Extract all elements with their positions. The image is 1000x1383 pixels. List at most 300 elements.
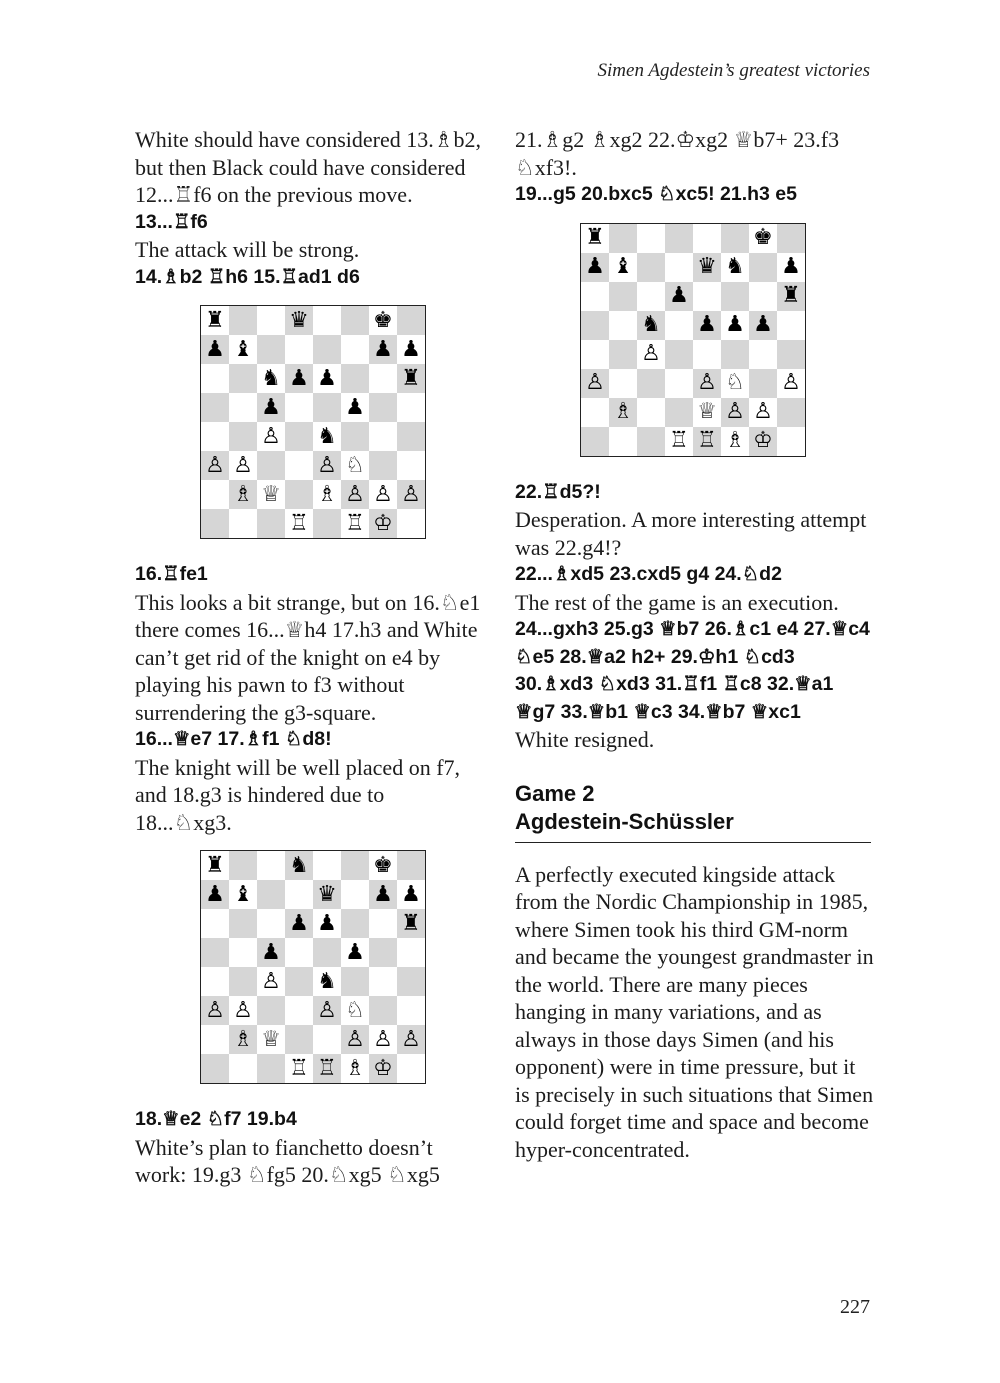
right-column (515, 126, 875, 1163)
chess-square (609, 253, 637, 282)
chess-piece-icon: ♙ (345, 1026, 365, 1052)
game-moves: 13...♖f6 (135, 210, 208, 233)
chess-piece-icon: ♛ (289, 307, 309, 333)
chess-piece-icon: ♟ (669, 283, 689, 308)
chess-square (229, 480, 257, 509)
chess-square (285, 1025, 313, 1054)
chess-square (397, 880, 425, 909)
chess-piece-icon: ♔ (373, 510, 393, 536)
chess-square (397, 996, 425, 1025)
chess-square (721, 398, 749, 427)
chess-piece-icon: ♙ (205, 997, 225, 1023)
chess-piece-icon: ♙ (697, 370, 717, 395)
chess-square (313, 967, 341, 996)
chess-square (369, 1054, 397, 1083)
chess-square (229, 422, 257, 451)
chess-square (693, 369, 721, 398)
chess-piece-icon: ♕ (697, 399, 717, 424)
chess-square (229, 967, 257, 996)
game-number: Game 2 (515, 780, 595, 806)
running-title: Simen Agdestein’s greatest victories (597, 60, 870, 81)
chess-piece-icon: ♞ (725, 254, 745, 279)
chess-square (341, 422, 369, 451)
chess-square (665, 224, 693, 253)
chess-square (201, 451, 229, 480)
chess-piece-icon: ♖ (289, 510, 309, 536)
chess-piece-icon: ♟ (345, 939, 365, 965)
chess-square (313, 393, 341, 422)
chess-square (777, 311, 805, 340)
game-moves: 24...gxh3 25.g3 ♕b7 26.♗c1 e4 27.♕c4 ♘e5 28.♕a2 h2+ 29.♔h1 ♘cd3 30.♗xd3 ♘xd3 31.♖f1 ♖c8 32.♕a1 ♕g7 33.♕b1 ♕c3 34.♕b7 ♕xc1 (515, 618, 870, 723)
chess-piece-icon: ♜ (205, 307, 225, 333)
chess-square (285, 909, 313, 938)
chess-piece-icon: ♙ (373, 1026, 393, 1052)
chess-piece-icon: ♟ (289, 365, 309, 391)
chess-square (637, 427, 665, 456)
chess-square (201, 1054, 229, 1083)
paragraph: 21.♗g2 ♗xg2 22.♔xg2 ♕b7+ 23.f3 ♘xf3!. (515, 127, 840, 180)
game-players: Agdestein-Schüssler (515, 808, 734, 834)
chess-piece-icon: ♞ (317, 968, 337, 994)
chess-square (257, 967, 285, 996)
paragraph: White’s plan to fianchetto doesn’t work: 19.g3 ♘fg5 20.♘xg5 ♘xg5 (135, 1134, 440, 1187)
chess-square (341, 938, 369, 967)
chess-square (665, 427, 693, 456)
chess-piece-icon: ♙ (317, 452, 337, 478)
chess-square (257, 393, 285, 422)
chess-square (397, 1054, 425, 1083)
chess-piece-icon: ♙ (401, 1026, 421, 1052)
chess-square (369, 938, 397, 967)
chess-square (257, 509, 285, 538)
chess-square (229, 393, 257, 422)
chess-square (201, 996, 229, 1025)
chess-square (313, 1025, 341, 1054)
chess-piece-icon: ♘ (345, 997, 365, 1023)
chess-piece-icon: ♟ (317, 365, 337, 391)
chess-piece-icon: ♟ (373, 336, 393, 362)
chess-square (201, 967, 229, 996)
chess-square (369, 880, 397, 909)
chess-piece-icon: ♟ (345, 394, 365, 420)
chess-square (313, 509, 341, 538)
chess-square (581, 427, 609, 456)
chess-piece-icon: ♟ (725, 312, 745, 337)
chess-square (257, 880, 285, 909)
game-moves: 19...g5 20.bxc5 ♘xc5! 21.h3 e5 (515, 183, 797, 205)
game-moves: 22...♗xd5 23.cxd5 g4 24.♘d2 (515, 563, 782, 585)
chess-square (285, 938, 313, 967)
chess-square (285, 306, 313, 335)
chess-square (341, 909, 369, 938)
chess-square (341, 480, 369, 509)
paragraph: White should have considered 13.♗b2, but then Black could have considered 12...♖f6 on the previous move. (135, 127, 481, 207)
chess-piece-icon: ♖ (289, 1055, 309, 1081)
chess-square (285, 422, 313, 451)
chess-piece-icon: ♙ (317, 997, 337, 1023)
game-moves: 22.♖d5?! (515, 480, 601, 503)
chess-square (397, 909, 425, 938)
chess-piece-icon: ♗ (345, 1055, 365, 1081)
chess-square (693, 282, 721, 311)
chess-piece-icon: ♞ (261, 365, 281, 391)
chess-piece-icon: ♜ (781, 283, 801, 308)
chess-square (285, 480, 313, 509)
chess-square (581, 369, 609, 398)
game-moves: 14.♗b2 ♖h6 15.♖ad1 d6 (135, 265, 360, 288)
chess-square (313, 480, 341, 509)
chess-square (257, 996, 285, 1025)
chess-square (341, 851, 369, 880)
chess-square (721, 224, 749, 253)
chess-square (313, 996, 341, 1025)
chess-square (201, 335, 229, 364)
chess-square (369, 967, 397, 996)
chess-piece-icon: ♙ (781, 370, 801, 395)
paragraph: The attack will be strong. (135, 237, 360, 262)
chess-piece-icon: ♕ (261, 481, 281, 507)
chess-square (665, 340, 693, 369)
chess-square (721, 282, 749, 311)
chess-piece-icon: ♟ (585, 254, 605, 279)
chess-square (313, 938, 341, 967)
chess-square (397, 851, 425, 880)
chess-square (397, 967, 425, 996)
chess-piece-icon: ♙ (233, 997, 253, 1023)
chess-piece-icon: ♖ (669, 428, 689, 453)
chess-piece-icon: ♞ (641, 312, 661, 337)
chess-square (397, 335, 425, 364)
chess-square (609, 427, 637, 456)
chess-piece-icon: ♙ (641, 341, 661, 366)
chess-square (285, 364, 313, 393)
chess-square (201, 938, 229, 967)
chess-piece-icon: ♚ (753, 225, 773, 250)
chess-square (229, 1054, 257, 1083)
chess-square (313, 306, 341, 335)
chess-square (637, 398, 665, 427)
chess-square (777, 369, 805, 398)
chess-square (581, 311, 609, 340)
chess-piece-icon: ♗ (233, 481, 253, 507)
chess-square (721, 340, 749, 369)
chess-square (665, 311, 693, 340)
chess-square (749, 224, 777, 253)
chess-square (721, 369, 749, 398)
paragraph: The knight will be well placed on f7, and 18.g3 is hindered due to 18...♘xg3. (135, 754, 461, 835)
chess-piece-icon: ♝ (233, 336, 253, 362)
chess-piece-icon: ♙ (725, 399, 745, 424)
chess-square (285, 1054, 313, 1083)
chess-square (581, 398, 609, 427)
chess-square (369, 393, 397, 422)
chess-diagram (200, 850, 426, 1084)
chess-square (341, 306, 369, 335)
chess-piece-icon: ♚ (373, 852, 393, 878)
chess-square (285, 393, 313, 422)
left-column (135, 126, 485, 1189)
chess-piece-icon: ♟ (697, 312, 717, 337)
chess-square (637, 282, 665, 311)
chess-square (369, 422, 397, 451)
chess-piece-icon: ♞ (317, 423, 337, 449)
chess-square (581, 282, 609, 311)
chess-square (777, 253, 805, 282)
chess-square (721, 427, 749, 456)
chess-diagram (580, 223, 806, 457)
chess-piece-icon: ♖ (317, 1055, 337, 1081)
chess-diagram (200, 305, 426, 539)
chess-piece-icon: ♙ (205, 452, 225, 478)
chess-square (257, 851, 285, 880)
chess-square (341, 451, 369, 480)
chess-square (257, 422, 285, 451)
chess-square (637, 311, 665, 340)
chess-square (229, 909, 257, 938)
chess-piece-icon: ♗ (233, 1026, 253, 1052)
chess-square (397, 422, 425, 451)
chess-piece-icon: ♟ (401, 881, 421, 907)
chess-square (397, 938, 425, 967)
chess-square (313, 909, 341, 938)
chess-square (313, 851, 341, 880)
chess-square (665, 369, 693, 398)
chess-square (609, 311, 637, 340)
chess-square (369, 306, 397, 335)
chess-square (721, 253, 749, 282)
chess-piece-icon: ♙ (373, 481, 393, 507)
chess-square (201, 909, 229, 938)
chess-square (229, 880, 257, 909)
chess-square (341, 967, 369, 996)
chess-square (257, 364, 285, 393)
chess-square (369, 909, 397, 938)
game-moves: 16...♕e7 17.♗f1 ♘d8! (135, 728, 332, 750)
chess-square (201, 306, 229, 335)
chess-square (257, 938, 285, 967)
chess-square (693, 398, 721, 427)
chess-square (749, 282, 777, 311)
chess-piece-icon: ♗ (317, 481, 337, 507)
chess-piece-icon: ♗ (613, 399, 633, 424)
chess-square (285, 996, 313, 1025)
chess-square (637, 340, 665, 369)
chess-piece-icon: ♙ (261, 423, 281, 449)
chess-square (201, 880, 229, 909)
chess-square (285, 335, 313, 364)
chess-square (369, 335, 397, 364)
chess-piece-icon: ♟ (261, 394, 281, 420)
chess-square (341, 393, 369, 422)
chess-square (369, 851, 397, 880)
chess-square (257, 1025, 285, 1054)
chess-piece-icon: ♛ (697, 254, 717, 279)
paragraph: The rest of the game is an execution. (515, 589, 839, 615)
chess-square (777, 427, 805, 456)
chess-square (369, 480, 397, 509)
chess-square (313, 451, 341, 480)
chess-piece-icon: ♘ (345, 452, 365, 478)
chess-square (229, 509, 257, 538)
chess-square (229, 851, 257, 880)
chess-square (229, 335, 257, 364)
chess-piece-icon: ♞ (289, 852, 309, 878)
chess-square (341, 1025, 369, 1054)
chess-square (665, 282, 693, 311)
chess-square (201, 480, 229, 509)
chess-square (229, 306, 257, 335)
chess-piece-icon: ♝ (233, 881, 253, 907)
chess-piece-icon: ♛ (317, 881, 337, 907)
chess-square (609, 398, 637, 427)
chess-square (749, 311, 777, 340)
game-moves: 16.♖fe1 (135, 563, 208, 585)
chess-piece-icon: ♙ (401, 481, 421, 507)
chess-square (581, 224, 609, 253)
chess-square (285, 880, 313, 909)
page-number: 227 (840, 1296, 870, 1318)
chess-square (637, 253, 665, 282)
chess-piece-icon: ♖ (697, 428, 717, 453)
game-moves: 18.♕e2 ♘f7 19.b4 (135, 1108, 297, 1130)
chess-piece-icon: ♟ (373, 881, 393, 907)
chess-piece-icon: ♟ (261, 939, 281, 965)
chess-square (397, 364, 425, 393)
chess-square (581, 253, 609, 282)
chess-piece-icon: ♔ (753, 428, 773, 453)
chess-square (257, 451, 285, 480)
chess-square (341, 335, 369, 364)
chess-piece-icon: ♟ (317, 910, 337, 936)
chess-piece-icon: ♙ (753, 399, 773, 424)
chess-square (285, 851, 313, 880)
chess-piece-icon: ♟ (289, 910, 309, 936)
chess-piece-icon: ♕ (261, 1026, 281, 1052)
chess-square (397, 509, 425, 538)
chess-square (609, 224, 637, 253)
chess-piece-icon: ♘ (725, 370, 745, 395)
chess-square (369, 1025, 397, 1054)
chess-piece-icon: ♔ (373, 1055, 393, 1081)
chess-square (777, 340, 805, 369)
chess-piece-icon: ♟ (205, 336, 225, 362)
paragraph: White resigned. (515, 727, 655, 752)
chess-square (749, 398, 777, 427)
chess-square (285, 509, 313, 538)
chess-square (229, 938, 257, 967)
chess-square (777, 282, 805, 311)
chess-square (341, 1054, 369, 1083)
chess-piece-icon: ♟ (401, 336, 421, 362)
chess-square (749, 369, 777, 398)
chess-piece-icon: ♙ (233, 452, 253, 478)
chess-square (341, 364, 369, 393)
chess-square (369, 364, 397, 393)
chess-square (609, 282, 637, 311)
chess-square (313, 880, 341, 909)
chess-square (777, 224, 805, 253)
chess-square (397, 306, 425, 335)
chess-piece-icon: ♜ (401, 910, 421, 936)
chess-square (313, 422, 341, 451)
chess-square (693, 340, 721, 369)
chess-piece-icon: ♚ (373, 307, 393, 333)
chess-square (313, 335, 341, 364)
chess-square (397, 393, 425, 422)
chess-square (397, 451, 425, 480)
chess-piece-icon: ♜ (585, 225, 605, 250)
paragraph: This looks a bit strange, but on 16.♘e1 there comes 16...♕h4 17.h3 and White can’t get rid of the knight on e4 by playing his pawn to f3 without surrendering the g3-square. (135, 589, 481, 725)
chess-piece-icon: ♟ (205, 881, 225, 907)
chess-square (721, 311, 749, 340)
chess-piece-icon: ♜ (205, 852, 225, 878)
chess-square (749, 340, 777, 369)
chess-square (397, 480, 425, 509)
chess-piece-icon: ♙ (585, 370, 605, 395)
chess-square (341, 880, 369, 909)
chess-square (257, 480, 285, 509)
chess-square (257, 335, 285, 364)
chess-piece-icon: ♝ (613, 254, 633, 279)
chess-piece-icon: ♗ (725, 428, 745, 453)
chess-square (609, 340, 637, 369)
chess-square (581, 340, 609, 369)
chess-square (637, 224, 665, 253)
chess-square (201, 422, 229, 451)
chess-square (229, 364, 257, 393)
chess-piece-icon: ♟ (753, 312, 773, 337)
chess-square (637, 369, 665, 398)
chess-square (777, 398, 805, 427)
chess-square (229, 1025, 257, 1054)
chess-square (201, 1025, 229, 1054)
chess-square (369, 451, 397, 480)
chess-square (257, 306, 285, 335)
chess-square (749, 427, 777, 456)
chess-square (313, 364, 341, 393)
chess-square (693, 427, 721, 456)
chess-square (201, 393, 229, 422)
chess-square (313, 1054, 341, 1083)
chess-square (693, 311, 721, 340)
paragraph: Desperation. A more interesting attempt was 22.g4!? (515, 507, 867, 560)
section-rule (515, 842, 871, 843)
chess-square (749, 253, 777, 282)
chess-square (257, 1054, 285, 1083)
chess-piece-icon: ♙ (345, 481, 365, 507)
chess-square (285, 967, 313, 996)
chess-square (369, 996, 397, 1025)
chess-square (609, 369, 637, 398)
chess-piece-icon: ♜ (401, 365, 421, 391)
chess-square (201, 509, 229, 538)
chess-square (341, 509, 369, 538)
chess-piece-icon: ♖ (345, 510, 365, 536)
chess-square (229, 996, 257, 1025)
chess-square (369, 509, 397, 538)
chess-square (665, 398, 693, 427)
chess-square (201, 851, 229, 880)
chess-square (693, 253, 721, 282)
chess-square (285, 451, 313, 480)
paragraph: A perfectly executed kingside attack from the Nordic Championship in 1985, where Simen took his third GM-norm and became the youngest grandmaster in the world. There are many pieces hanging in many variations, and as always in those days Simen (and his opponent) were in time pressure, but it is precisely in such situations that Simen could forget time and space and become hyper-concentrated. (515, 861, 874, 1162)
chess-piece-icon: ♟ (781, 254, 801, 279)
chess-square (201, 364, 229, 393)
chess-square (397, 1025, 425, 1054)
chess-square (693, 224, 721, 253)
chess-piece-icon: ♙ (261, 968, 281, 994)
chess-square (229, 451, 257, 480)
